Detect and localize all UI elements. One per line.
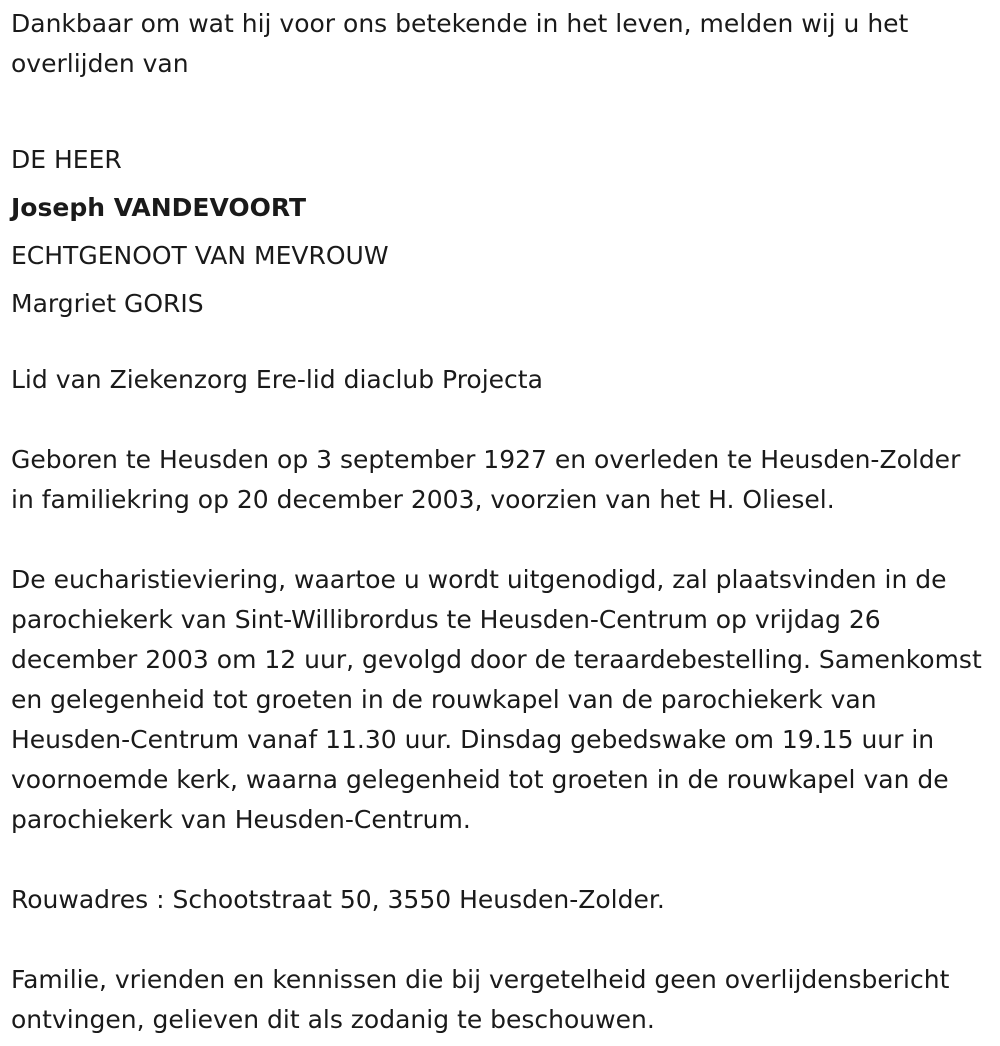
membership-text: Lid van Ziekenzorg Ere-lid diaclub Projecta — [11, 365, 543, 394]
ceremony-text: De eucharistieviering, waartoe u wordt uitgenodigd, zal plaatsvinden in de parochiekerk van Sint-Willibrordus te Heusden-Centrum op vrijdag 26 december 2003 om 12 uur, gevolgd door de teraardebestelling. Samenkomst en gelegenheid tot groeten in de rouwkapel van de parochiekerk van Heusden-Centrum vanaf 11.30 uur. Dinsdag gebedswake om 19.15 uur in voornoemde kerk, waarna gelegenheid tot groeten in de rouwkapel van de parochiekerk van Heusden-Centrum. — [11, 565, 982, 834]
address-text: Rouwadres : Schootstraat 50, 3550 Heusden-Zolder. — [11, 885, 665, 914]
spouse-name: Margriet GORIS — [11, 289, 204, 318]
death-notice — [11, 4, 986, 1040]
birth-death-text: Geboren te Heusden op 3 september 1927 en overleden te Heusden-Zolder in familiekring op 20 december 2003, voorzien van het H. Oliesel. — [11, 445, 961, 514]
honorific: DE HEER — [11, 145, 122, 174]
closing-text: Familie, vrienden en kennissen die bij vergetelheid geen overlijdensbericht ontvingen, gelieven dit als zodanig te beschouwen. — [11, 965, 950, 1034]
intro-text: Dankbaar om wat hij voor ons betekende in het leven, melden wij u het overlijden van — [11, 9, 909, 78]
spouse-label: ECHTGENOOT VAN MEVROUW — [11, 241, 389, 270]
deceased-name-block — [11, 136, 986, 328]
deceased-name: Joseph VANDEVOORT — [11, 193, 307, 222]
